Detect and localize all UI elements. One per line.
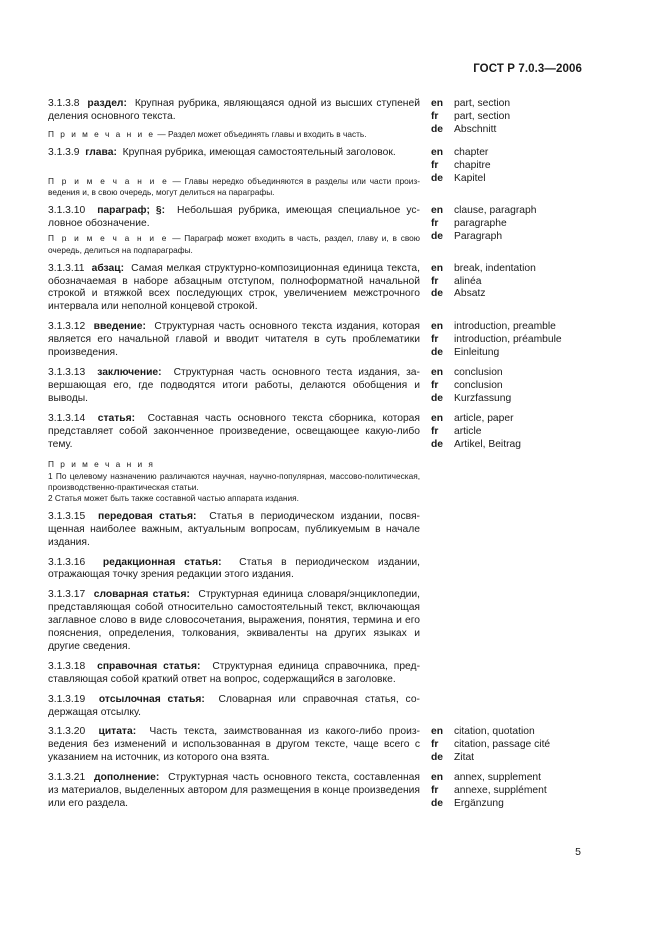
lang-code: fr <box>431 110 439 122</box>
term-definition <box>48 772 420 811</box>
term-text: Структурная часть основного текста издания, которая является его начальной главой и вводит читателя в суть проблематики произведения. <box>48 321 420 359</box>
term-text: Крупная рубрика, имеющая самостоятельный заголовок. <box>122 146 396 158</box>
term-notes <box>48 459 420 503</box>
term-name: дополнение: <box>94 772 160 784</box>
term-text: Структурная часть основного текста, составленная из материалов, выделенных автором для размещения в конце произведения или его раздела. <box>48 772 420 809</box>
lang-term: Paragraph <box>454 230 503 242</box>
lang-term: part, section <box>454 110 511 122</box>
lang-code: en <box>431 204 444 216</box>
note-item: 2 Статья может быть также составной частью аппарата издания. <box>48 492 299 503</box>
term-number: 3.1.3.8 <box>48 98 80 109</box>
term-definition <box>48 511 420 550</box>
lang-code: de <box>431 172 444 184</box>
lang-term: Kurzfassung <box>454 392 512 404</box>
lang-term: Ergänzung <box>454 798 504 809</box>
lang-code: de <box>431 347 444 359</box>
term-entry <box>48 726 581 765</box>
lang-term: Artikel, Beitrag <box>454 438 521 450</box>
lang-code: fr <box>431 159 439 171</box>
lang-code: de <box>431 752 444 764</box>
term-equivalents <box>431 98 510 137</box>
note-label: П р и м е ч а н и е <box>48 128 156 139</box>
note-text: — Раздел может объединять главы и входить в часть. <box>157 128 367 139</box>
lang-code: de <box>431 438 444 450</box>
note-label: П р и м е ч а н и е <box>48 233 169 244</box>
term-entry <box>48 772 581 811</box>
lang-term: citation, quotation <box>454 726 535 738</box>
term-text: Структурная единица справочника, представляющая собой краткий ответ на вопрос, содержащийся в заголовке. <box>48 660 420 685</box>
lang-code: en <box>431 412 444 424</box>
term-equivalents <box>431 367 511 406</box>
term-name: введение: <box>93 321 146 333</box>
term-text: Статья в периодическом издании, отражающая точку зрения редакции этого издания. <box>48 556 420 581</box>
term-text: Структурная единица словаря/энциклопедии, представляющая собой относительно самостоятельный текст, включающая заглавное слово в виде словосочетания, выражения, понятия, термина и его пояснения, определения, толкования, эквиваленты на других языках и другие сведения. <box>48 589 420 652</box>
lang-code: fr <box>431 379 439 391</box>
term-entry <box>48 367 581 406</box>
term-name: абзац: <box>91 262 125 274</box>
term-name: справочная статья: <box>97 660 201 672</box>
term-number: 3.1.3.17 <box>48 589 86 601</box>
term-definition <box>48 147 420 160</box>
term-definition <box>48 263 420 315</box>
term-name: передовая статья: <box>98 510 197 522</box>
term-number: 3.1.3.18 <box>48 660 86 672</box>
lang-code: en <box>431 772 444 784</box>
term-name: словарная статья: <box>93 589 190 601</box>
term-text: Небольшая рубрика, имеющая специальное условное обозначение. <box>48 204 420 229</box>
term-definition <box>48 205 420 231</box>
term-equivalents <box>431 147 491 186</box>
lang-term: Einleitung <box>454 347 500 359</box>
term-name: статья: <box>97 412 136 424</box>
term-equivalents <box>431 772 547 811</box>
notes-label: П р и м е ч а н и я <box>48 459 155 470</box>
lang-term: Kapitel <box>454 172 486 184</box>
term-definition <box>48 321 420 360</box>
lang-term: article <box>454 425 482 437</box>
lang-code: fr <box>431 275 439 287</box>
term-number: 3.1.3.10 <box>48 204 86 216</box>
term-name: глава: <box>85 146 117 158</box>
term-name: редакционная статья: <box>102 556 222 568</box>
term-definition <box>48 367 420 406</box>
term-number: 3.1.3.15 <box>48 510 86 522</box>
term-definition <box>48 557 420 583</box>
lang-term: annexe, supplément <box>454 785 547 797</box>
lang-term: chapitre <box>454 159 491 171</box>
lang-code: en <box>431 98 444 109</box>
term-text: Составная часть основного текста сборника, которая представляет собой законченное произведение, освещающее какую-либо тему. <box>48 412 420 450</box>
standard-designation: ГОСТ Р 7.0.3—2006 <box>473 63 582 75</box>
terms-list <box>48 98 581 811</box>
lang-code: en <box>431 726 444 738</box>
lang-code: de <box>431 230 444 242</box>
term-equivalents <box>431 726 550 765</box>
term-definition <box>48 661 420 687</box>
lang-term: Absatz <box>454 288 486 300</box>
note-text: — Параграф может входить в часть, раздел, главу и, в свою очередь, делиться на подпараграфы. <box>48 233 421 255</box>
lang-term: break, indentation <box>454 262 536 274</box>
term-note <box>48 129 420 140</box>
term-equivalents <box>431 321 562 360</box>
lang-term: citation, passage cité <box>454 739 551 751</box>
lang-code: en <box>431 366 444 378</box>
lang-term: annex, supplement <box>454 772 542 784</box>
term-definition <box>48 726 420 765</box>
lang-term: chapter <box>454 146 489 158</box>
lang-term: conclusion <box>454 379 503 391</box>
lang-code: en <box>431 321 444 333</box>
term-text: Статья в периодическом издании, посвященная наиболее важным, актуальным вопросам, публикуемым в начале издания. <box>48 510 420 548</box>
term-equivalents <box>431 205 536 244</box>
lang-term: Abschnitt <box>454 123 497 135</box>
term-entry <box>48 661 581 687</box>
term-text: Словарная или справочная статья, содержащая отсылку. <box>48 693 420 718</box>
term-number: 3.1.3.16 <box>48 556 86 568</box>
lang-code: fr <box>431 785 439 797</box>
note-item: 1 По целевому назначению различаются научная, научно-популярная, массово-политическая, производственно-практическая статьи. <box>48 470 420 492</box>
term-definition <box>48 98 420 124</box>
lang-term: introduction, preamble <box>454 321 556 333</box>
term-entry <box>48 589 581 654</box>
lang-code: de <box>431 392 444 404</box>
lang-code: de <box>431 288 444 300</box>
term-name: заключение: <box>97 366 162 378</box>
lang-code: fr <box>431 217 439 229</box>
lang-code: de <box>431 123 444 135</box>
term-number: 3.1.3.12 <box>48 321 86 333</box>
term-text: Часть текста, заимствованная из какого-либо произведения без изменений и использованная в другом тексте, чаще всего с указанием на источник, из которого она взята. <box>48 726 420 764</box>
term-definition <box>48 589 420 654</box>
lang-term: Zitat <box>454 752 475 764</box>
term-note <box>48 233 420 255</box>
term-equivalents <box>431 263 536 302</box>
term-number: 3.1.3.21 <box>48 772 86 784</box>
lang-code: en <box>431 146 444 158</box>
term-number: 3.1.3.19 <box>48 693 86 705</box>
lang-term: alinéa <box>454 275 482 287</box>
term-definition <box>48 413 420 452</box>
lang-term: paragraphe <box>454 217 507 229</box>
note-text: — Главы нередко объединяются в разделы или части произведения и, в свою очередь, могут делиться на параграфы. <box>48 175 420 197</box>
term-entry <box>48 511 581 550</box>
term-name: цитата: <box>98 726 137 738</box>
term-entry <box>48 413 581 452</box>
term-definition <box>48 694 420 720</box>
lang-code: de <box>431 798 444 809</box>
term-number: 3.1.3.14 <box>48 412 86 424</box>
term-note <box>48 176 420 198</box>
term-number: 3.1.3.11 <box>48 262 85 274</box>
term-entry <box>48 321 581 360</box>
note-label: П р и м е ч а н и е <box>48 175 169 186</box>
lang-term: clause, paragraph <box>454 204 537 216</box>
lang-code: fr <box>431 334 439 346</box>
lang-term: conclusion <box>454 366 503 378</box>
term-entry <box>48 263 581 315</box>
term-text: Самая мелкая структурно-композиционная единица текста, обозначаемая в наборе абзацным отступом, полноформатной начальной строкой и втяжкой всех последующих строк, увеличением межстрочного интервала или неполной концевой строкой. <box>48 262 420 313</box>
lang-code: en <box>431 262 444 274</box>
term-name: раздел: <box>87 98 127 109</box>
lang-term: article, paper <box>454 412 514 424</box>
term-entry <box>48 694 581 720</box>
lang-term: introduction, préambule <box>454 334 562 346</box>
term-number: 3.1.3.13 <box>48 366 86 378</box>
term-name: параграф; §: <box>97 204 166 216</box>
term-number: 3.1.3.9 <box>48 146 80 158</box>
term-text: Структурная часть основного теста издания, завершающая его, где подводятся итоги работы, делаются обобщения и выводы. <box>48 366 420 404</box>
term-equivalents <box>431 413 521 452</box>
term-text: Крупная рубрика, являющаяся одной из высших ступеней деления основного текста. <box>48 98 420 122</box>
lang-code: fr <box>431 425 439 437</box>
term-entry <box>48 557 581 583</box>
term-number: 3.1.3.20 <box>48 726 86 738</box>
lang-code: fr <box>431 739 439 751</box>
page-number: 5 <box>575 846 581 858</box>
term-name: отсылочная статья: <box>98 693 205 705</box>
lang-term: part, section <box>454 98 511 109</box>
